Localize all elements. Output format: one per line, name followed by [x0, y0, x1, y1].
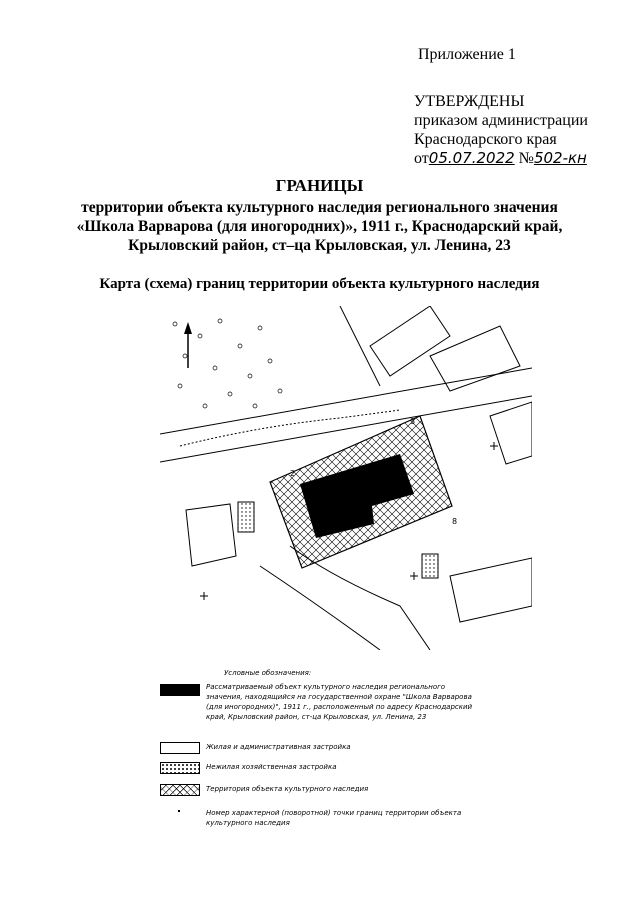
- approval-block: [414, 92, 588, 168]
- legend-item-residential: [160, 742, 470, 756]
- point-label: 2: [290, 469, 296, 478]
- legend-title: Условные обозначения:: [224, 669, 312, 677]
- legend-point-marker: [178, 810, 180, 812]
- building-left: [186, 504, 236, 566]
- legend-text: Жилая и административная застройка: [206, 743, 351, 751]
- outbuilding-1: [238, 502, 254, 532]
- map-heading: Карта (схема) границ территории объекта культурного наследия: [99, 276, 540, 292]
- date-prefix: от: [414, 150, 429, 167]
- legend-text: Территория объекта культурного наследия: [206, 785, 369, 793]
- approved-org: Краснодарского края: [414, 131, 557, 148]
- subtitle-line-1: территории объекта культурного наследия регионального значения: [81, 199, 558, 216]
- number-prefix: №: [518, 150, 534, 167]
- document-subtitle: [0, 198, 639, 255]
- legend-item-heritage-object: [160, 682, 473, 734]
- approval-number: 502-кн: [533, 149, 587, 167]
- territory-map: [160, 306, 532, 650]
- legend-text: Нежилая хозяйственная застройка: [206, 763, 337, 771]
- legend-item-outbuildings: [160, 762, 470, 776]
- point-label: 8: [452, 517, 458, 526]
- approval-date-line: [414, 149, 588, 168]
- legend-item-point: [160, 808, 470, 830]
- approved-by: приказом администрации: [414, 112, 588, 129]
- legend-text: Рассматриваемый объект культурного наследия регионального значения, находящийся на государственной охране "Школа Варварова (для иногородних)", 1911 г., расположенный по адресу Краснодарский край, Крыловский район, ст-ца Крыловская, ул. Ленина, 23: [206, 683, 473, 721]
- document-title: ГРАНИЦЫ: [275, 176, 364, 195]
- subtitle-line-2: «Школа Варварова (для иногородних)», 1911 г., Краснодарский край,: [76, 218, 563, 235]
- subtitle-line-3: Крыловский район, ст–ца Крыловская, ул. Ленина, 23: [128, 237, 511, 254]
- legend-swatch-crosshatch: [160, 784, 200, 796]
- approval-date: 05.07.2022: [428, 149, 515, 167]
- approved-heading: УТВЕРЖДЕНЫ: [414, 93, 525, 110]
- legend-text: Номер характерной (поворотной) точки границ территории объекта культурного наследия: [206, 809, 462, 827]
- legend-swatch-dotted: [160, 762, 200, 774]
- legend-item-territory: [160, 784, 470, 798]
- legend-swatch-black: [160, 684, 200, 696]
- outbuilding-2: [422, 554, 438, 578]
- appendix-label: Приложение 1: [418, 46, 516, 63]
- point-label: 3: [410, 417, 416, 426]
- legend-swatch-white: [160, 742, 200, 754]
